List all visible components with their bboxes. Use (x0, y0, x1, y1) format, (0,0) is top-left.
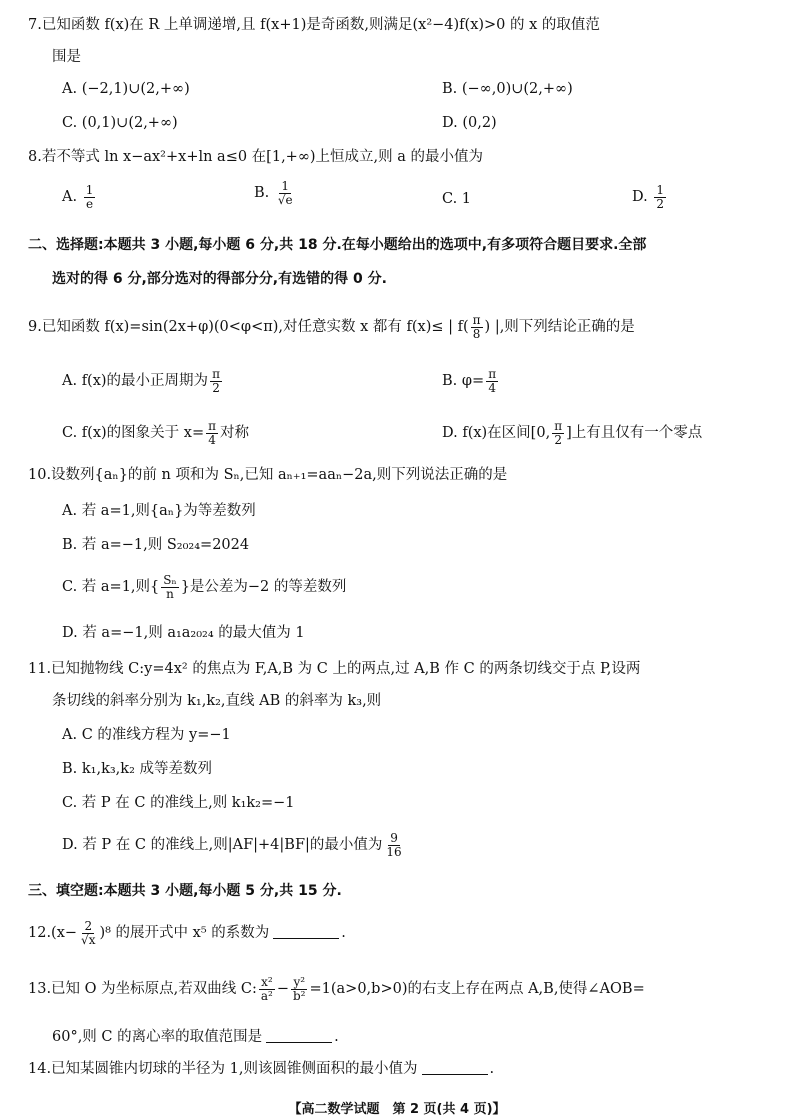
section-3-heading: 三、填空题:本题共 3 小题,每小题 5 分,共 15 分. (28, 883, 342, 899)
q13-stem-cont: 60°,则 C 的离心率的取值范围是 . (52, 1029, 339, 1045)
section-2-heading: 二、选择题:本题共 3 小题,每小题 6 分,共 18 分.在每小题给出的选项中,有多项符合题目要求.全部 (28, 237, 647, 253)
page-footer: 【高二数学试题 第 2 页(共 4 页)】 (288, 1102, 506, 1117)
fraction: $\frac{9}{16}$ (386, 831, 402, 859)
q11-option-a: A. C 的准线方程为 y=−1 (62, 727, 231, 743)
q8-stem: 8.若不等式 ln x−ax²+x+ln a≤0 在[1,+∞)上恒成立,则 a 的最小值为 (28, 149, 484, 165)
q11-option-d: D. 若 P 在 C 的准线上,则|AF|+4|BF|的最小值为 $\frac{9}{16}$ (62, 831, 402, 859)
q10-option-a: A. 若 a=1,则{aₙ}为等差数列 (62, 503, 256, 519)
fraction: $\frac{1}{e}$ (85, 183, 94, 211)
q11-option-c: C. 若 P 在 C 的准线上,则 k₁k₂=−1 (62, 795, 295, 811)
q8-option-d: D. $\frac{1}{2}$ (632, 183, 664, 211)
q8-option-c: C. 1 (442, 191, 472, 207)
fraction: $\frac{\text{y²}}{\text{b²}}$ (293, 975, 306, 1003)
q10-option-d: D. 若 a=−1,则 a₁a₂₀₂₄ 的最大值为 1 (62, 625, 305, 641)
q12-stem: 12.(x− $\frac{2}{√x}$ )⁸ 的展开式中 x⁵ 的系数为 . (28, 919, 346, 947)
q7-option-c: C. (0,1)∪(2,+∞) (62, 115, 178, 131)
q9-stem: 9.已知函数 f(x)=sin(2x+φ)(0<φ<π),对任意实数 x 都有 f(x)≤ | f( $\frac{\pi}{8}$ ) |,则下列结论正确的是 (28, 313, 635, 341)
fraction: $\frac{\pi}{8}$ (472, 313, 481, 341)
q9-option-c: C. f(x)的图象关于 x= $\frac{\pi}{4}$ 对称 (62, 419, 249, 447)
q10-stem: 10.设数列{aₙ}的前 n 项和为 Sₙ,已知 aₙ₊₁=aaₙ−2a,则下列说法正确的是 (28, 467, 508, 483)
fraction: $\frac{\pi}{2}$ (554, 419, 563, 447)
q11-stem-cont: 条切线的斜率分别为 k₁,k₂,直线 AB 的斜率为 k₃,则 (52, 693, 382, 709)
q7-stem: 7.已知函数 f(x)在 R 上单调递增,且 f(x+1)是奇函数,则满足(x²−4)f(x)>0 的 x 的取值范 (28, 17, 600, 33)
q7-option-a: A. (−2,1)∪(2,+∞) (62, 81, 190, 97)
fraction: $\frac{2}{√x}$ (81, 919, 96, 947)
q14-stem: 14.已知某圆锥内切球的半径为 1,则该圆锥侧面积的最小值为 . (28, 1061, 495, 1077)
q7-option-d: D. (0,2) (442, 115, 497, 131)
fraction: $\frac{1}{2}$ (656, 183, 664, 211)
fraction: $\frac{\pi}{4}$ (208, 419, 216, 447)
q13-stem: 13.已知 O 为坐标原点,若双曲线 C: $\frac{\text{x²}}{\text{a²}}$ − $\frac{\text{y²}}{\text{b²}}$ =1(a>0,b>0)的右支上存在两点 A,B,使得∠AOB= (28, 975, 645, 1003)
q11-option-b: B. k₁,k₃,k₂ 成等差数列 (62, 761, 212, 777)
q9-option-a: A. f(x)的最小正周期为 $\frac{\pi}{2}$ (62, 367, 220, 395)
answer-blank[interactable] (273, 938, 339, 939)
section-2-heading-cont: 选对的得 6 分,部分选对的得部分分,有选错的得 0 分. (52, 271, 387, 287)
answer-blank[interactable] (422, 1074, 488, 1075)
q9-option-b: B. φ= $\frac{\pi}{4}$ (442, 367, 497, 395)
fraction: $\frac{1}{√e}$ (277, 179, 293, 207)
fraction: $\frac{\pi}{2}$ (212, 367, 220, 395)
q8-option-a: A. $\frac{1}{e}$ (62, 183, 94, 211)
q10-option-b: B. 若 a=−1,则 S₂₀₂₄=2024 (62, 537, 250, 553)
q9-option-d: D. f(x)在区间[0, $\frac{\pi}{2}$ ]上有且仅有一个零点 (442, 419, 703, 447)
fraction: $\frac{\text{x²}}{\text{a²}}$ (260, 975, 273, 1003)
q11-stem: 11.已知抛物线 C:y=4x² 的焦点为 F,A,B 为 C 上的两点,过 A,B 作 C 的两条切线交于点 P,设两 (28, 661, 641, 677)
q7-stem-cont: 围是 (52, 49, 81, 65)
fraction: $\frac{\text{Sₙ}}{n}$ (163, 573, 177, 601)
q7-option-b: B. (−∞,0)∪(2,+∞) (442, 81, 573, 97)
fraction: $\frac{\pi}{4}$ (488, 367, 497, 395)
q8-option-b: B. $\frac{1}{√e}$ (254, 179, 293, 207)
q10-option-c: C. 若 a=1,则{ $\frac{\text{Sₙ}}{n}$ }是公差为−2 的等差数列 (62, 573, 347, 601)
answer-blank[interactable] (266, 1042, 332, 1043)
